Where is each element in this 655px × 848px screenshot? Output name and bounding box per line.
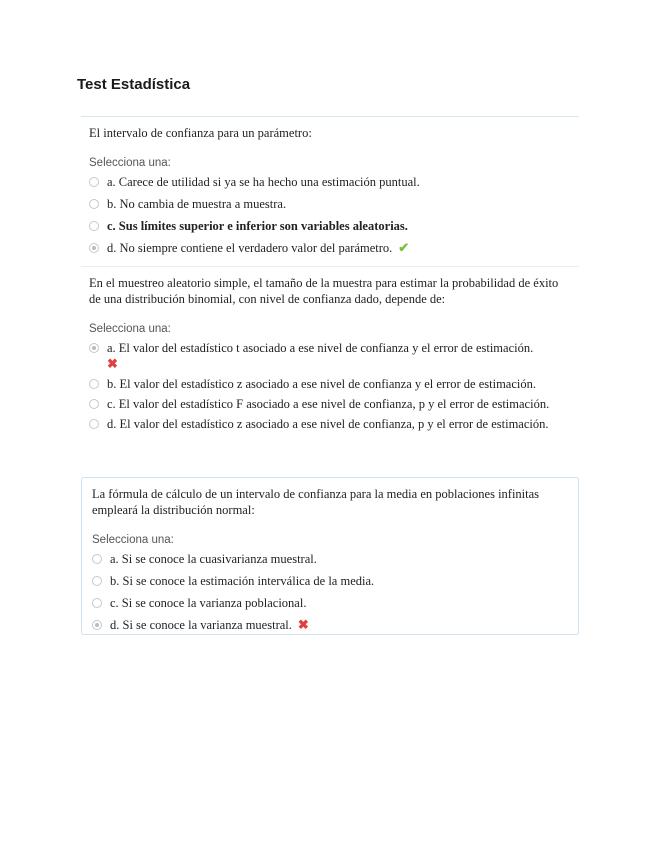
- option-label: a. Carece de utilidad si ya se ha hecho una estimación puntual.: [107, 175, 420, 189]
- question-3: [81, 477, 579, 635]
- option-c[interactable]: [89, 396, 571, 412]
- option-label: d. El valor del estadístico z asociado a ese nivel de confianza, p y el error de estimación.: [107, 417, 549, 431]
- radio-button[interactable]: [92, 598, 102, 608]
- radio-button[interactable]: [89, 379, 99, 389]
- option-b[interactable]: [89, 376, 571, 392]
- option-a[interactable]: [89, 174, 571, 190]
- radio-button[interactable]: [92, 576, 102, 586]
- radio-button[interactable]: [89, 221, 99, 231]
- cross-icon: ✖: [297, 617, 309, 632]
- radio-button-selected[interactable]: [92, 620, 102, 630]
- check-icon: ✔: [398, 240, 410, 255]
- cross-icon: ✖: [107, 356, 118, 371]
- question-2: [81, 266, 579, 436]
- option-label: d. Si se conoce la varianza muestral.: [110, 618, 292, 632]
- option-label: c. Sus límites superior e inferior son variables aleatorias.: [107, 219, 408, 233]
- option-label: a. Si se conoce la cuasivarianza muestral.: [110, 552, 317, 566]
- select-one-label: Selecciona una:: [89, 323, 171, 335]
- question-1: [81, 116, 579, 262]
- page-title: Test Estadística: [77, 76, 191, 93]
- option-d[interactable]: [92, 617, 568, 633]
- radio-button-selected[interactable]: [89, 243, 99, 253]
- option-label: b. Si se conoce la estimación interválica de la media.: [110, 574, 375, 588]
- option-b[interactable]: [89, 196, 571, 212]
- option-label: c. El valor del estadístico F asociado a ese nivel de confianza, p y el error de estimación.: [107, 397, 550, 411]
- question-stem: La fórmula de cálculo de un intervalo de confianza para la media en poblaciones infinitas empleará la distribución normal:: [92, 487, 540, 517]
- option-label: a. El valor del estadístico t asociado a ese nivel de confianza y el error de estimación.: [107, 341, 534, 355]
- radio-button[interactable]: [89, 177, 99, 187]
- option-d[interactable]: [89, 416, 571, 432]
- option-a[interactable]: [89, 340, 571, 372]
- option-label: d. No siempre contiene el verdadero valor del parámetro.: [107, 241, 393, 255]
- option-c[interactable]: [92, 595, 568, 611]
- option-label: b. El valor del estadístico z asociado a ese nivel de confianza y el error de estimación.: [107, 377, 536, 391]
- option-a[interactable]: [92, 551, 568, 567]
- question-stem: En el muestreo aleatorio simple, el tamaño de la muestra para estimar la probabilidad de éxito de una distribución binomial, con nivel de confianza dado, depende de:: [89, 276, 559, 306]
- option-c[interactable]: [89, 218, 571, 234]
- select-one-label: Selecciona una:: [92, 534, 174, 546]
- radio-button[interactable]: [89, 419, 99, 429]
- radio-button[interactable]: [89, 399, 99, 409]
- option-b[interactable]: [92, 573, 568, 589]
- option-label: c. Si se conoce la varianza poblacional.: [110, 596, 307, 610]
- question-stem: El intervalo de confianza para un parámetro:: [89, 126, 312, 140]
- radio-button-selected[interactable]: [89, 343, 99, 353]
- option-label: b. No cambia de muestra a muestra.: [107, 197, 287, 211]
- select-one-label: Selecciona una:: [89, 157, 171, 169]
- radio-button[interactable]: [89, 199, 99, 209]
- radio-button[interactable]: [92, 554, 102, 564]
- option-d[interactable]: [89, 240, 571, 256]
